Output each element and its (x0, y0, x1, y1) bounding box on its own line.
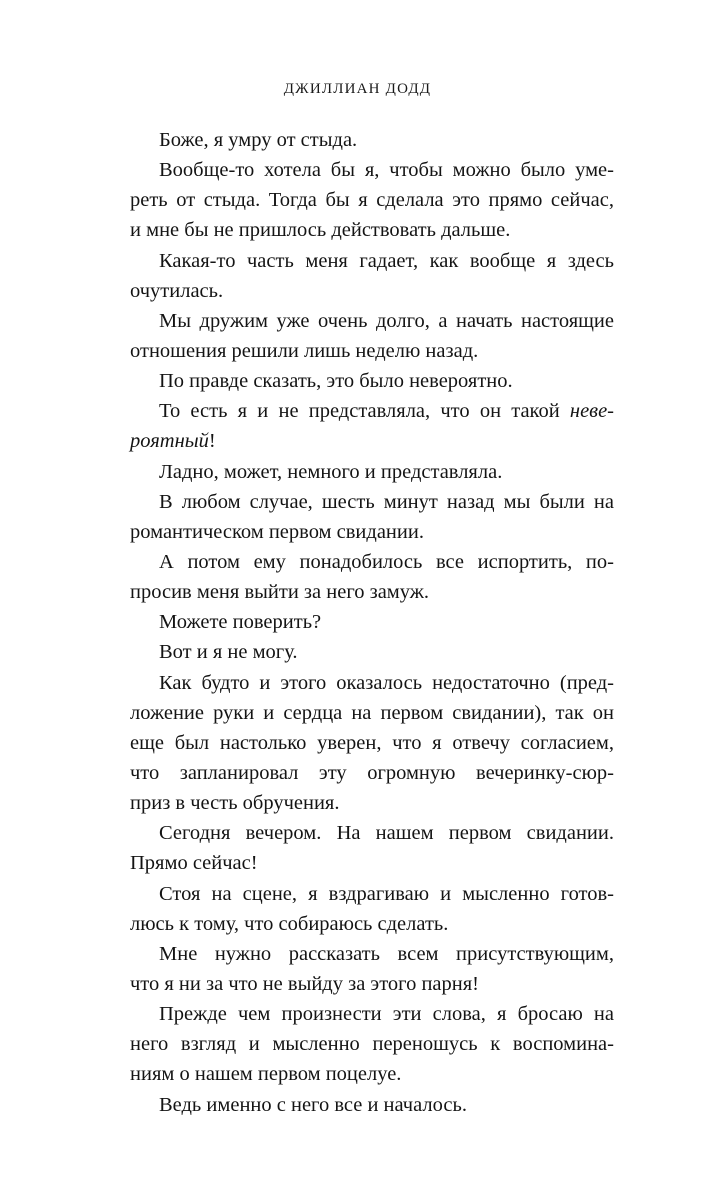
text-line (130, 457, 614, 487)
text-line (130, 879, 614, 909)
text-line-content: просив меня выйти за него замуж. (130, 581, 430, 604)
text-line (130, 517, 614, 547)
text-line (130, 939, 614, 969)
text-line (130, 637, 614, 667)
text-line-content: реть от стыда. Тогда бы я сделала это прямо сейчас, (130, 189, 614, 212)
text-line (130, 698, 614, 728)
text-line-content: Прежде чем произнести эти слова, я бросаю на (159, 1003, 614, 1026)
text-line-content: него взгляд и мысленно переношусь к воспомина- (130, 1033, 614, 1056)
text-line (130, 818, 614, 848)
text-line-content: ложение руки и сердца на первом свидании), так он (130, 701, 614, 724)
text-line-content: приз в честь обручения. (130, 792, 340, 815)
text-line-content: что я ни за что не выйду за этого парня! (130, 972, 479, 995)
text-line (130, 788, 614, 818)
text-line (130, 848, 614, 878)
text-line-content: ниям о нашем первом поцелуе. (130, 1063, 402, 1086)
text-line (130, 758, 614, 788)
text-line (130, 487, 614, 517)
text-line-content: А потом ему понадобилось все испортить, по- (159, 550, 614, 573)
running-header-author: ДЖИЛЛИАН ДОДД (283, 81, 432, 97)
text-line-content: что запланировал эту огромную вечеринку-сюр- (130, 761, 614, 784)
text-line (130, 969, 614, 999)
text-line (130, 155, 614, 185)
text-line (130, 577, 614, 607)
text-line-content: Ведь именно с него все и началось. (159, 1093, 467, 1116)
text-line-content: Какая-то часть меня гадает, как вообще я здесь (159, 249, 614, 272)
text-line (130, 547, 614, 577)
text-line (130, 728, 614, 758)
text-line (130, 1059, 614, 1089)
text-line (130, 246, 614, 276)
text-line (130, 1090, 614, 1120)
text-line (130, 607, 614, 637)
text-line (130, 999, 614, 1029)
text-line (130, 215, 614, 245)
italic-word: роятный (130, 430, 209, 453)
text-line-content: По правде сказать, это было невероятно. (159, 370, 513, 393)
body-text (130, 125, 614, 1120)
text-line-content: Ладно, может, немного и представляла. (159, 460, 503, 483)
text-line (130, 306, 614, 336)
text-line (130, 396, 614, 426)
text-line (130, 185, 614, 215)
text-line-content: В любом случае, шесть минут назад мы были на (159, 490, 614, 513)
text-line (130, 426, 614, 456)
text-line-content: еще был настолько уверен, что я отвечу согласием, (130, 731, 614, 754)
text-line-content: Как будто и этого оказалось недостаточно (пред- (159, 671, 614, 694)
text-line (130, 1029, 614, 1059)
text-line-content: Сегодня вечером. На нашем первом свидании. (159, 822, 614, 845)
text-line-content: Стоя на сцене, я вздрагиваю и мысленно готов- (159, 882, 614, 905)
text-line-content: Мы дружим уже очень долго, а начать настоящие (159, 309, 614, 332)
text-line-content: То есть я и не представляла, что он такой (159, 400, 570, 423)
text-line (130, 668, 614, 698)
text-line (130, 336, 614, 366)
text-line-content: Можете поверить? (159, 611, 322, 634)
text-line-content: Вообще-то хотела бы я, чтобы можно было уме- (159, 159, 614, 182)
text-line (130, 276, 614, 306)
text-line (130, 366, 614, 396)
text-line-content: отношения решили лишь неделю назад. (130, 339, 479, 362)
text-line-content: романтическом первом свидании. (130, 520, 424, 543)
text-line-content: и мне бы не пришлось действовать дальше. (130, 219, 511, 242)
text-line (130, 125, 614, 155)
text-line-content: Прямо сейчас! (130, 852, 258, 875)
text-line-content: Мне нужно рассказать всем присутствующим, (159, 942, 614, 965)
text-line-content: люсь к тому, что собираюсь сделать. (130, 912, 449, 935)
italic-word: неве- (569, 400, 614, 423)
text-line-content: Боже, я умру от стыда. (159, 129, 358, 151)
text-line-content: очутилась. (130, 279, 224, 302)
text-line-content: Вот и я не могу. (159, 641, 298, 664)
trailing-punctuation: ! (208, 430, 216, 453)
text-line (130, 909, 614, 939)
